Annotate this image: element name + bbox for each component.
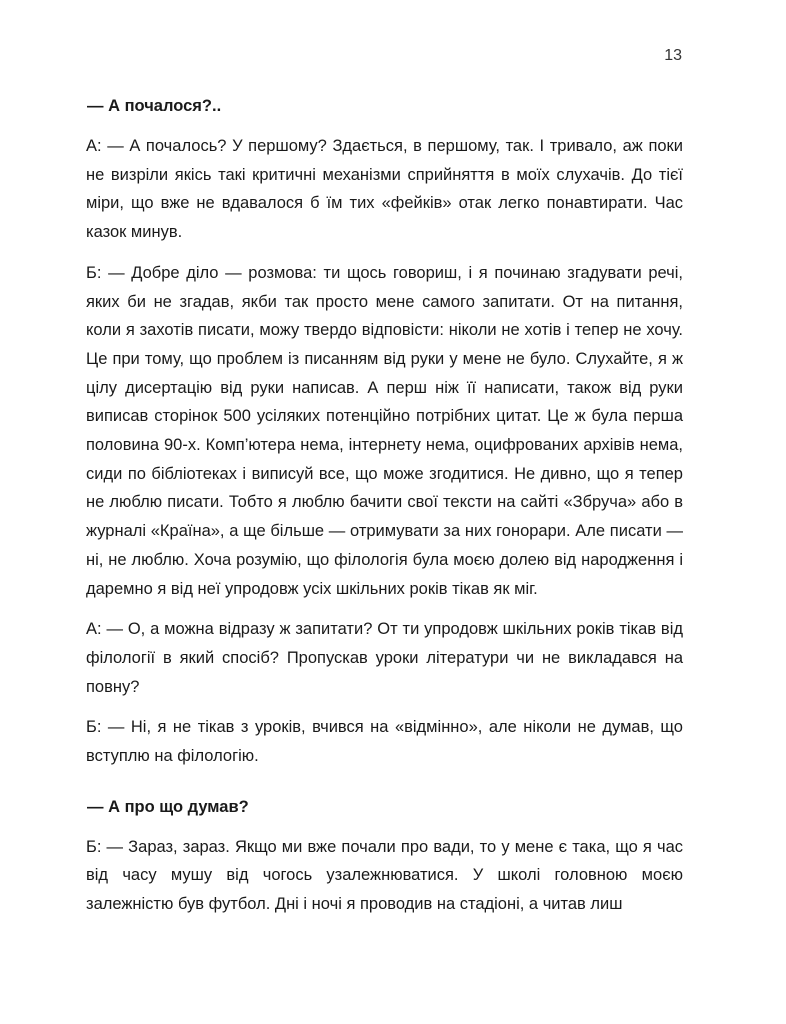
answer-paragraph: Б: — Зараз, зараз. Якщо ми вже почали про вади, то у мене є така, що я час від часу мушу від чогось узалежнюватися. У школі головною моєю залежністю був футбол. Дні і ночі я проводив на стадіоні, а читав лиш bbox=[86, 837, 683, 914]
answer-paragraph: А: — О, а можна відразу ж запитати? От ти упродовж шкільних років тікав від філології в який спосіб? Пропускав уроки літератури чи не викладався на повну? bbox=[86, 620, 683, 696]
answer-paragraph: А: — А почалось? У першому? Здається, в першому, так. І тривало, аж поки не визріли якісь такі критичні механізми сприйняття в моїх слухачів. До тієї міри, що вже не вдавалося б їм тих «фейків» отак легко понавтирати. Час казок минув. bbox=[86, 137, 683, 242]
page-number: 13 bbox=[664, 47, 682, 64]
interview-question: — А почалося?.. bbox=[87, 97, 222, 115]
interview-question: — А про що думав? bbox=[87, 797, 249, 816]
answer-paragraph: Б: — Ні, я не тікав з уроків, вчився на «відмінно», але ніколи не думав, що вступлю на філологію. bbox=[86, 718, 683, 766]
page-body bbox=[86, 92, 683, 931]
answer-paragraph: Б: — Добре діло — розмова: ти щось говориш, і я починаю згадувати речі, яких би не згадав, якби так просто мене самого запитати. От на питання, коли я захотів писати, можу твердо відповісти: ніколи не хотів і тепер не хочу. Це при тому, що проблем із писанням від руки у мене не було. Слухайте, я ж цілу дисертацію від руки написав. А перш ніж її написати, також від руки виписав сторінок 500 усіляких потенційно потрібних цитат. Це ж була перша половина 90-х. Комп’ютера нема, інтернету нема, оцифрованих архівів нема, сиди по бібліотеках і виписуй все, що може згодитися. Не дивно, що я тепер не люблю писати. Тобто я люблю бачити свої тексти на сайті «Збруча» або в журналі «Країна», а ще більше — отримувати за них гонорари. Але писати — ні, не люблю. Хоча розумію, що філологія була моєю долею від народження і даремно я від неї упродовж усіх шкільних років тікав як міг. bbox=[86, 263, 683, 598]
